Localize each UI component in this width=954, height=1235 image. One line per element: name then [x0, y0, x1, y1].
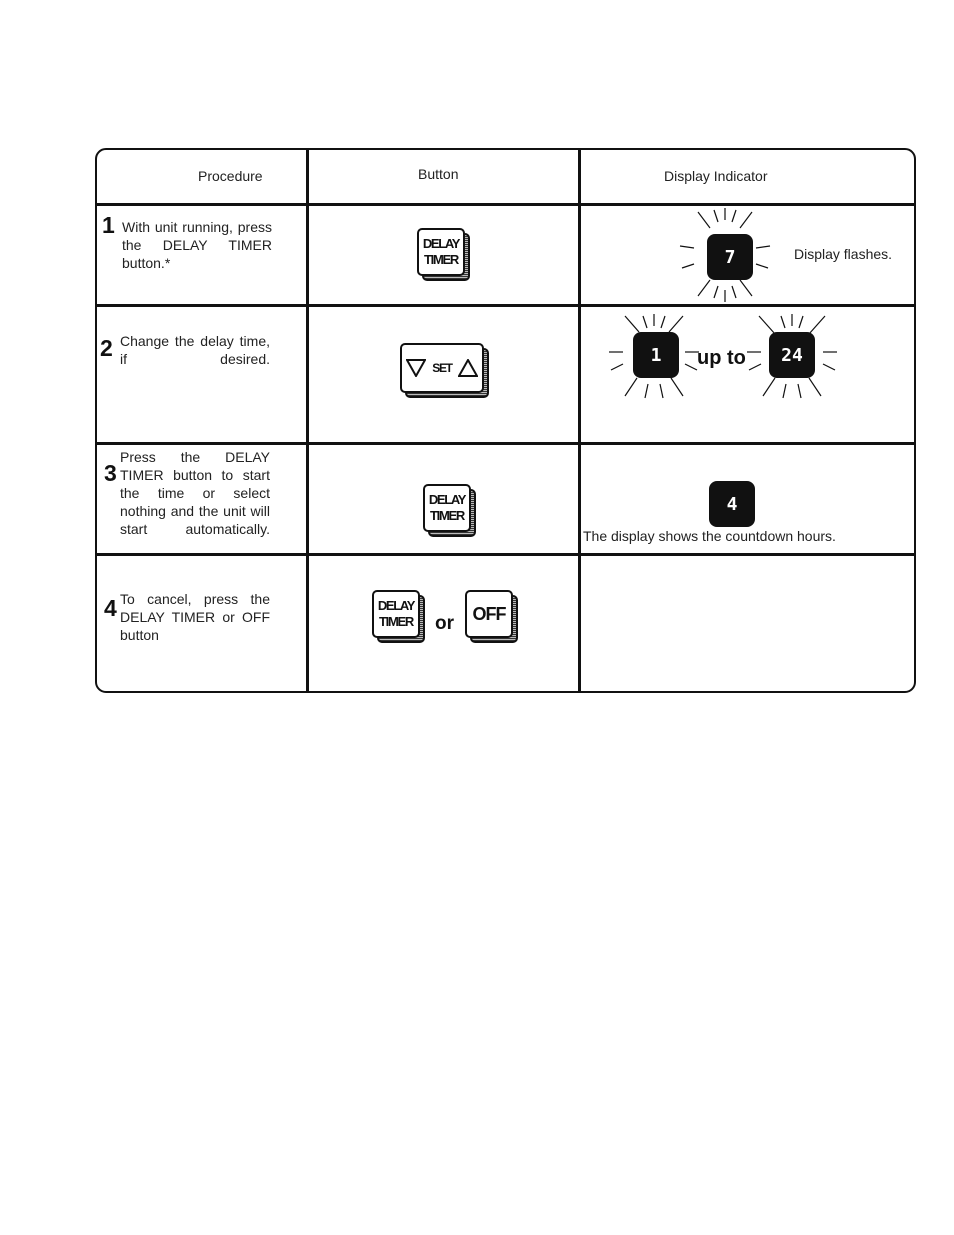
step-number: 2 [100, 335, 113, 361]
triangle-up-icon [458, 359, 478, 377]
step-instruction: Press the DELAY TIMER button to start the time or select nothing and the unit will start automatically. [120, 449, 270, 537]
key-label: DELAY [428, 492, 466, 507]
display-note: The display shows the countdown hours. [583, 528, 836, 544]
display-note: Display flashes. [794, 246, 893, 262]
step-instruction: With unit running, press the DELAY TIMER button.* [122, 219, 272, 271]
header-button: Button [418, 166, 459, 182]
step-number: 3 [104, 460, 117, 486]
key-label: DELAY [377, 598, 415, 613]
header-procedure: Procedure [198, 168, 263, 184]
step-number: 1 [102, 212, 115, 238]
display-digit-from: 1 [633, 332, 679, 378]
header-display-indicator: Display Indicator [664, 168, 768, 184]
row-divider [97, 442, 914, 445]
display-digit-to: 24 [769, 332, 815, 378]
key-label: OFF [472, 604, 506, 624]
step-instruction: Change the delay time, if desired. [120, 333, 270, 367]
column-divider [306, 150, 309, 691]
row-divider [97, 553, 914, 556]
procedure-table [95, 148, 916, 693]
key-label: TIMER [430, 508, 464, 523]
triangle-down-icon [406, 359, 426, 377]
step-number: 4 [104, 595, 117, 621]
display-digit: 4 [709, 481, 755, 527]
header-divider [97, 203, 914, 206]
key-label: DELAY [422, 236, 460, 251]
key-label: SET [432, 361, 452, 375]
key-label: TIMER [424, 252, 458, 267]
row-divider [97, 304, 914, 307]
up-to-label: up to [697, 347, 746, 369]
key-label: TIMER [379, 614, 413, 629]
column-divider [578, 150, 581, 691]
display-digit: 7 [707, 234, 753, 280]
or-label: or [435, 613, 454, 634]
step-instruction: To cancel, press the DELAY TIMER or OFF button [120, 591, 270, 643]
